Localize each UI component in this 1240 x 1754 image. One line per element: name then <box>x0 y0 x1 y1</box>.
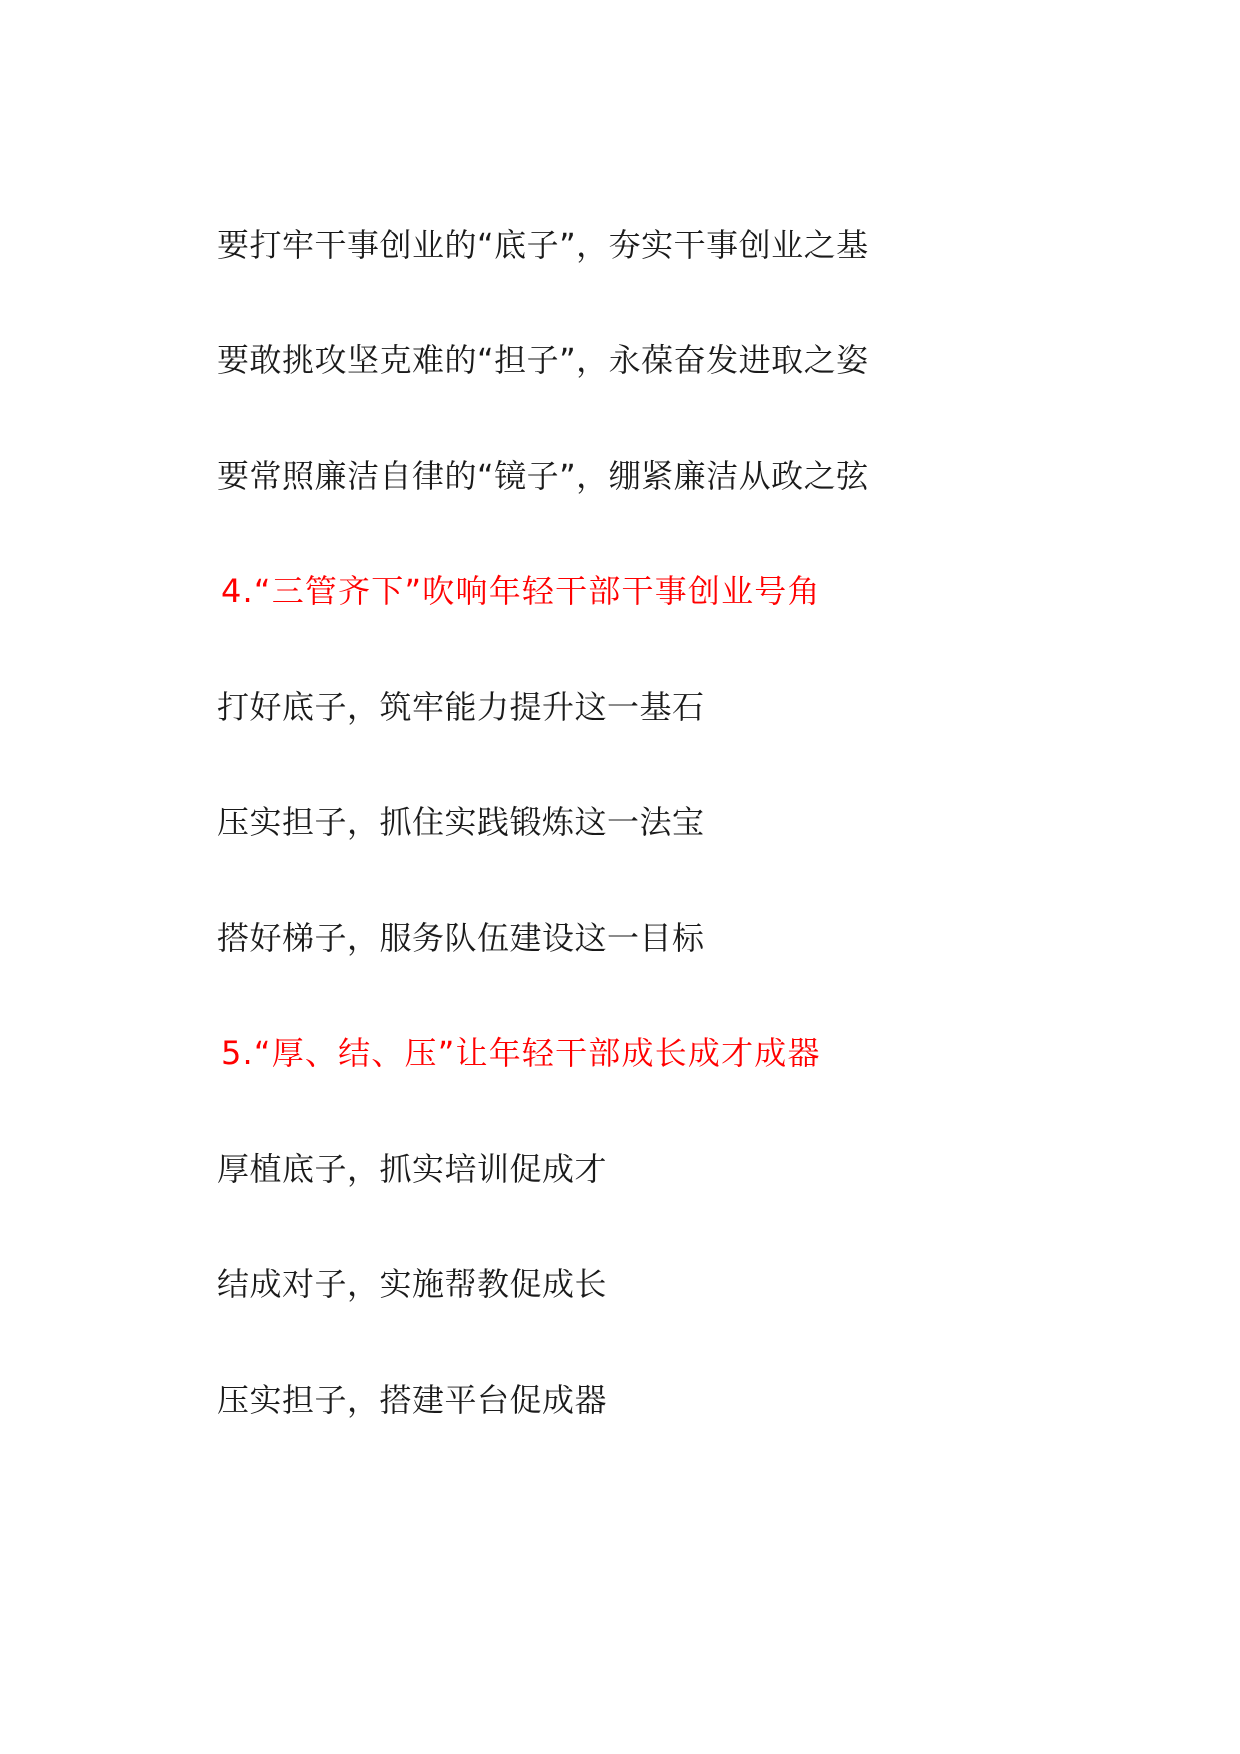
body-line: 压实担子，抓住实践锻炼这一法宝 <box>217 803 705 841</box>
body-line: 要常照廉洁自律的“镜子”，绷紧廉洁从政之弦 <box>217 457 869 495</box>
body-line: 要敢挑攻坚克难的“担子”，永葆奋发进取之姿 <box>217 341 869 379</box>
section-heading: 4.“三管齐下”吹响年轻干部干事创业号角 <box>221 572 821 610</box>
section-heading: 5.“厚、结、压”让年轻干部成长成才成器 <box>221 1034 821 1072</box>
body-line: 厚植底子，抓实培训促成才 <box>217 1150 608 1188</box>
body-line: 打好底子，筑牢能力提升这一基石 <box>217 688 705 726</box>
body-line: 搭好梯子，服务队伍建设这一目标 <box>217 919 705 957</box>
body-line: 要打牢干事创业的“底子”，夯实干事创业之基 <box>217 226 869 264</box>
body-line: 压实担子，搭建平台促成器 <box>217 1381 608 1419</box>
body-line: 结成对子，实施帮教促成长 <box>217 1265 608 1303</box>
